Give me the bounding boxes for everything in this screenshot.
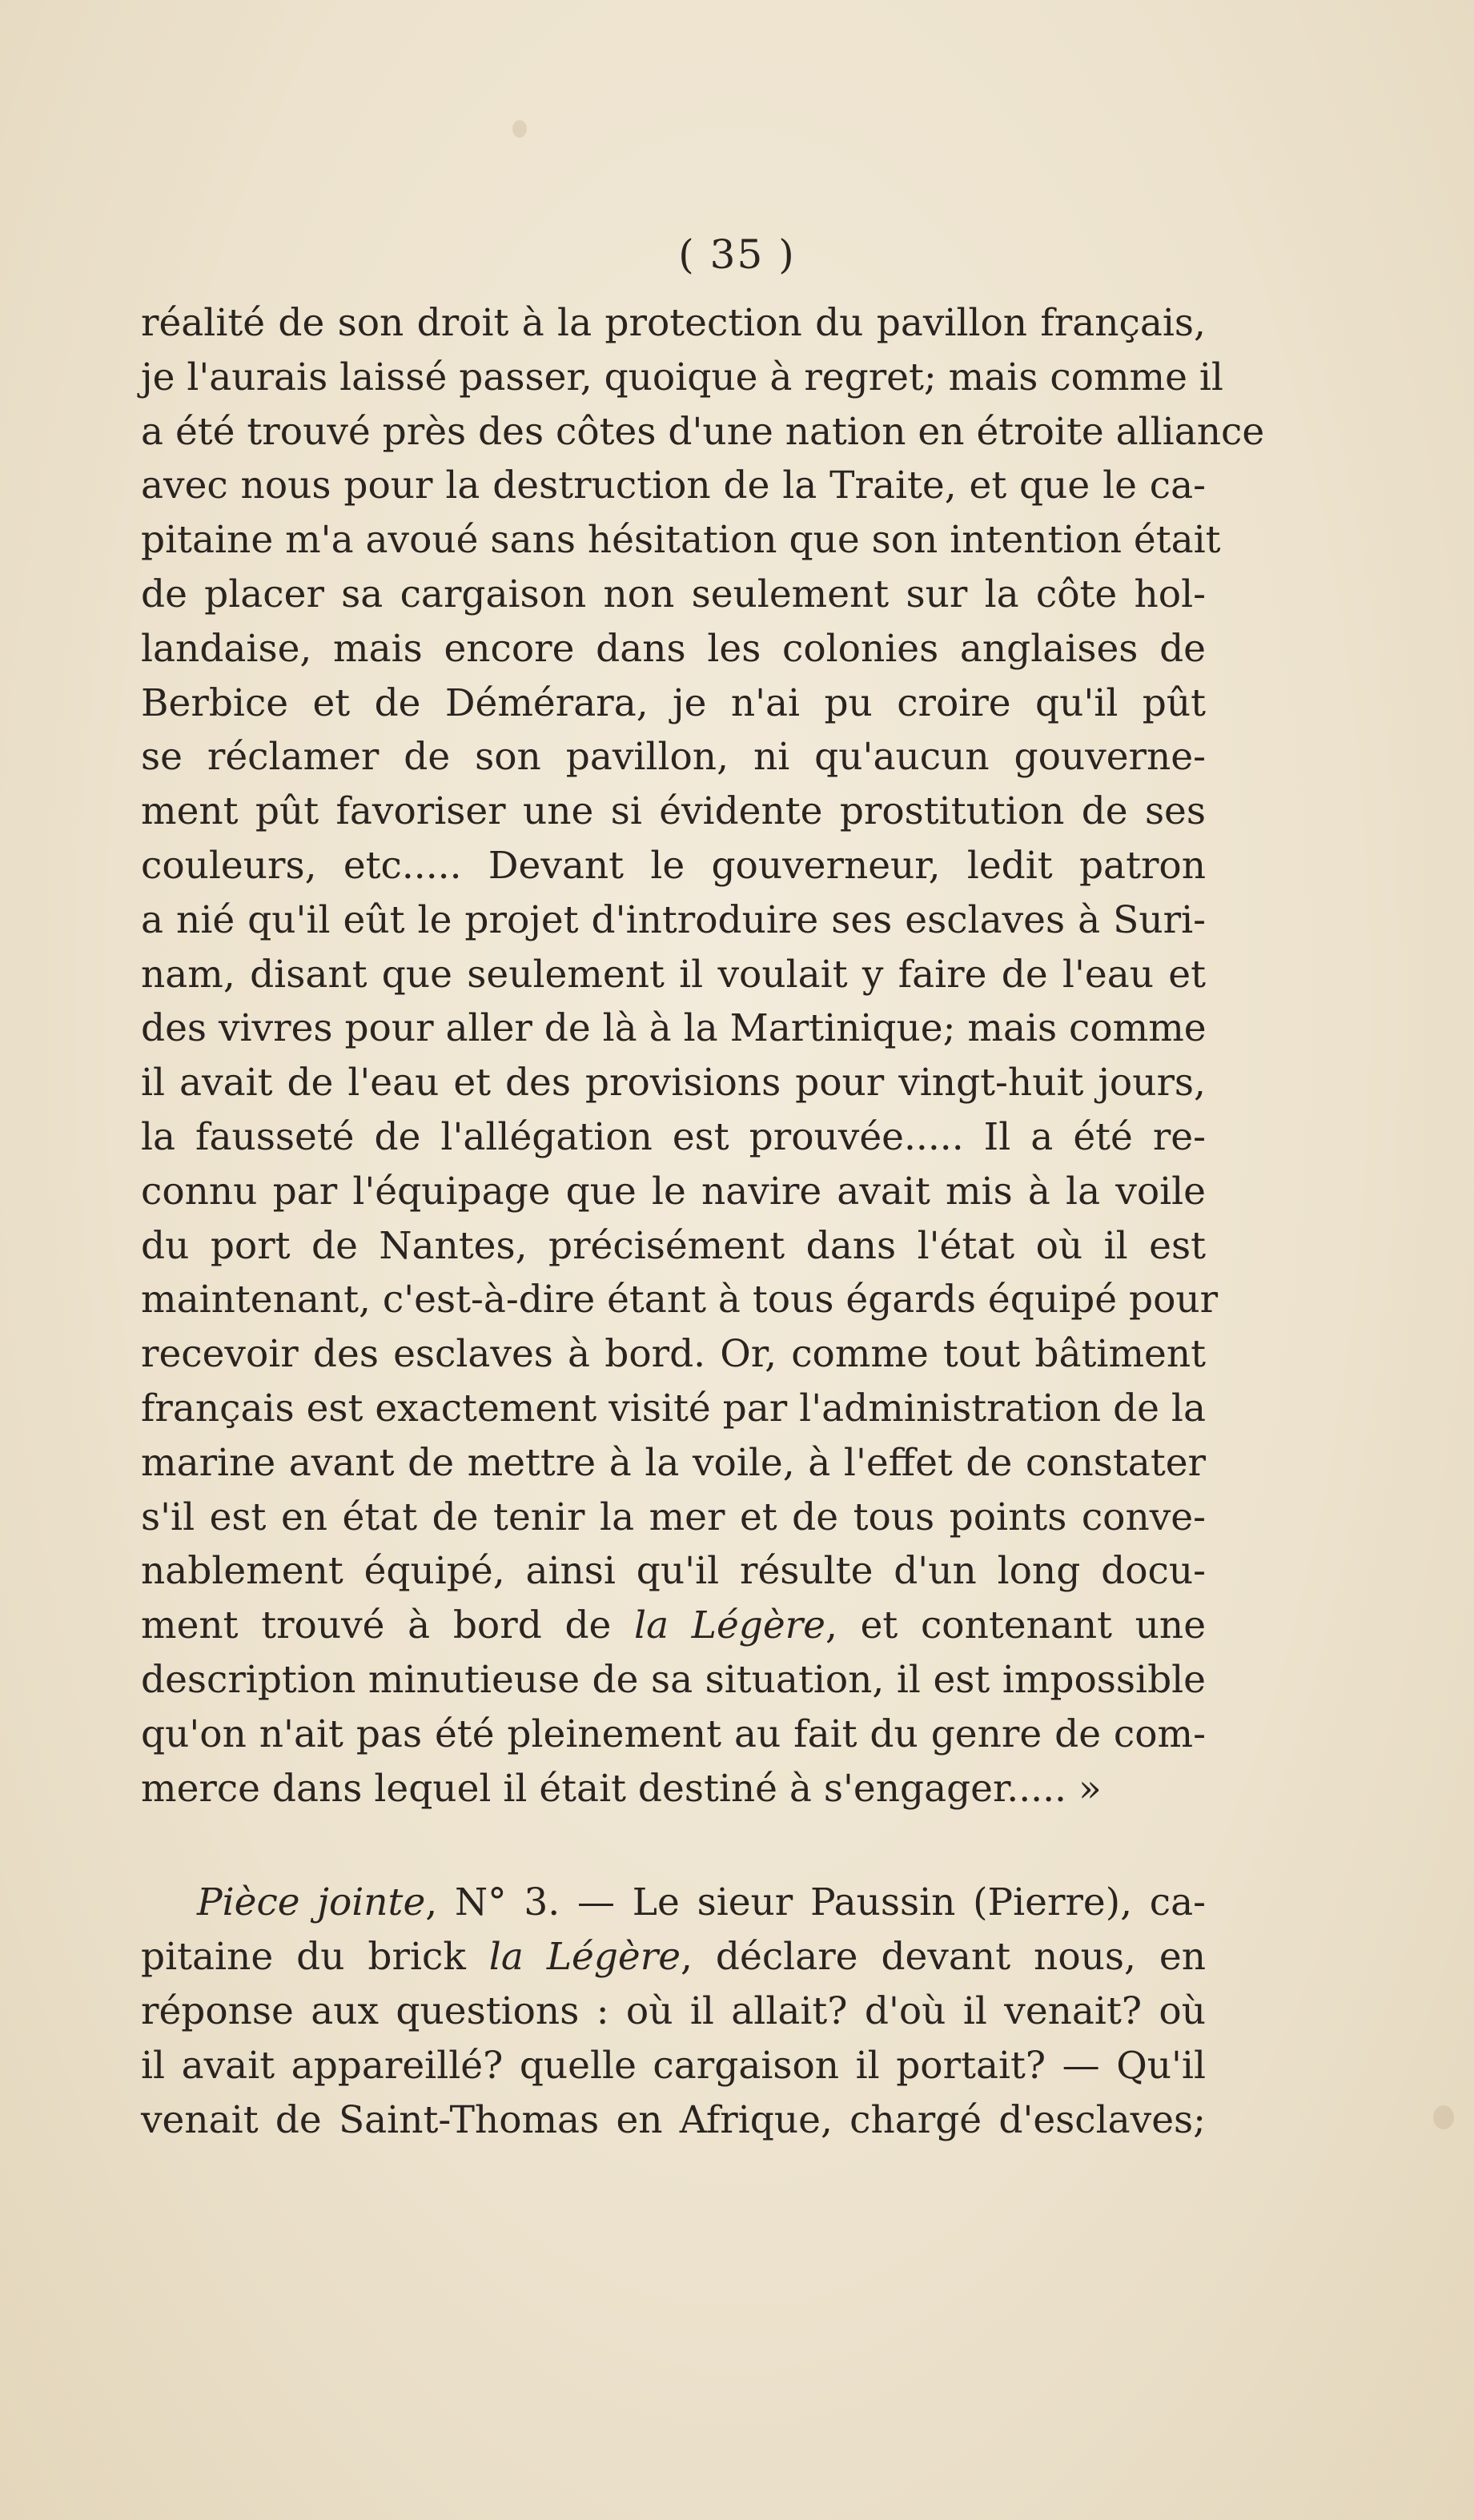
ship-name-italic: la Légère <box>488 1935 681 1980</box>
text-segment: , et contenant une <box>825 1603 1207 1648</box>
text-line: se réclamer de son pavillon, ni qu'aucun gouverne- <box>141 735 1206 780</box>
text-line: landaise, mais encore dans les colonies anglaises de <box>141 626 1206 671</box>
text-line: de placer sa cargaison non seulement sur la côte hol- <box>141 572 1206 616</box>
text-line: qu'on n'ait pas été pleinement au fait du genre de com- <box>141 1711 1206 1756</box>
text-line: nam, disant que seulement il voulait y faire de l'eau et <box>141 952 1206 997</box>
paper-spot <box>512 120 527 138</box>
text-line: marine avant de mettre à la voile, à l'effet de constater <box>141 1440 1206 1485</box>
ship-name-italic: la Légère <box>634 1603 825 1648</box>
text-line: venait de Saint-Thomas en Afrique, chargé d'esclaves; <box>141 2097 1206 2142</box>
text-line: il avait appareillé? quelle cargaison il portait? — Qu'il <box>141 2043 1206 2088</box>
text-line: réalité de son droit à la protection du pavillon français, <box>141 301 1206 345</box>
text-line: je l'aurais laissé passer, quoique à regret; mais comme il <box>141 355 1223 399</box>
text-line: du port de Nantes, précisément dans l'état où il est <box>141 1223 1206 1268</box>
text-line: avec nous pour la destruction de la Traite, et que le ca- <box>141 463 1206 508</box>
text-line: description minutieuse de sa situation, il est impossible <box>141 1657 1206 1702</box>
text-line: Berbice et de Démérara, je n'ai pu croire qu'il pût <box>141 680 1206 725</box>
text-line: réponse aux questions : où il allait? d'où il venait? où <box>141 1988 1206 2033</box>
text-line: il avait de l'eau et des provisions pour vingt-huit jours, <box>141 1061 1206 1106</box>
text-line: ment pût favoriser une si évidente prostitution de ses <box>141 789 1206 834</box>
text-line: des vivres pour aller de là à la Martinique; mais comme <box>141 1006 1207 1051</box>
text-line <box>141 1876 1206 1930</box>
text-segment: pitaine du brick <box>141 1935 489 1980</box>
text-line: recevoir des esclaves à bord. Or, comme tout bâtiment <box>141 1332 1206 1377</box>
paragraph-2 <box>141 1876 1206 2147</box>
text-line: la fausseté de l'allégation est prouvée..... Il a été re- <box>141 1114 1206 1159</box>
page-number: ( 35 ) <box>678 231 796 278</box>
text-line: connu par l'équipage que le navire avait mis à la voile <box>141 1169 1206 1214</box>
text-line: s'il est en état de tenir la mer et de tous points conve- <box>141 1495 1206 1539</box>
text-line: a été trouvé près des côtes d'une nation en étroite alliance <box>141 409 1265 454</box>
text-line: a nié qu'il eût le projet d'introduire ses esclaves à Suri- <box>141 897 1206 942</box>
text-line <box>141 1599 1206 1653</box>
text-segment: ment trouvé à bord de <box>141 1603 635 1648</box>
text-line: maintenant, c'est-à-dire étant à tous égards équipé pour <box>141 1278 1219 1322</box>
text-segment: , déclare devant nous, en <box>681 1935 1207 1980</box>
text-line: français est exactement visité par l'administration de la <box>141 1386 1206 1431</box>
text-line <box>141 1930 1206 1984</box>
text-line: couleurs, etc..... Devant le gouverneur, ledit patron <box>141 843 1206 888</box>
piece-jointe-italic: Pièce jointe <box>197 1880 426 1925</box>
text-line: nablement équipé, ainsi qu'il résulte d'un long docu- <box>141 1549 1206 1594</box>
text-line: merce dans lequel il était destiné à s'engager..... » <box>141 1766 1102 1811</box>
text-line: pitaine m'a avoué sans hésitation que son intention était <box>141 518 1221 563</box>
body-text <box>141 296 1265 2147</box>
text-segment: , N° 3. — Le sieur Paussin (Pierre), ca- <box>425 1880 1207 1925</box>
paragraph-1 <box>141 296 1265 1816</box>
paragraph-gap <box>141 1816 1206 1876</box>
paper-spot <box>1433 2105 1454 2129</box>
